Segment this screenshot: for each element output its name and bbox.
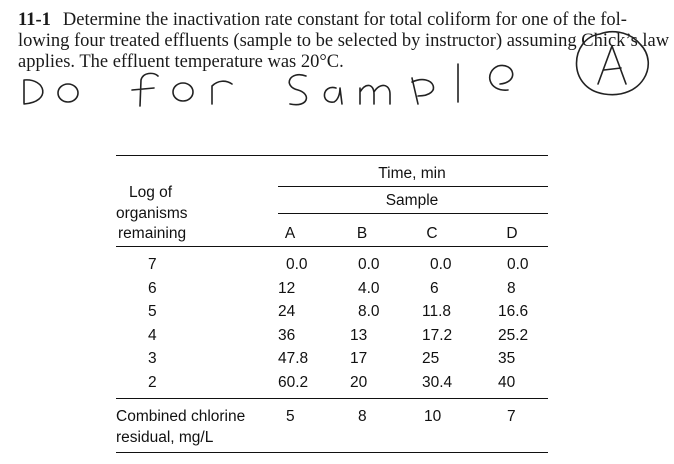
row-header-line-1: Log of	[129, 184, 173, 201]
header-time: Time, min	[378, 165, 446, 182]
cell-c: 17.2	[422, 327, 453, 344]
log-value: 3	[148, 350, 157, 367]
cell-b: 17	[350, 350, 368, 367]
row-header-line-2: organisms	[116, 205, 188, 222]
column-header-rule	[116, 246, 548, 247]
cell-a: 12	[278, 280, 296, 297]
log-value: 2	[148, 374, 157, 391]
data-bottom-rule	[116, 398, 548, 399]
problem-line-1: 11-1 Determine the inactivation rate constant for total coliform for one of the fol-	[18, 10, 627, 30]
residual-label-line-1: Combined chlorine	[116, 408, 246, 425]
cell-d: 8	[507, 280, 516, 297]
cell-a: 36	[278, 327, 296, 344]
cell-d: 16.6	[498, 303, 529, 320]
cell-c: 0.0	[430, 256, 452, 273]
cell-b: 4.0	[358, 280, 380, 297]
time-header-rule	[278, 186, 548, 187]
problem-statement	[18, 10, 670, 73]
problem-number: 11-1	[18, 10, 51, 30]
cell-a: 60.2	[278, 374, 309, 391]
header-sample: Sample	[385, 192, 439, 209]
cell-b: 0.0	[358, 256, 380, 273]
cell-b: 13	[350, 327, 368, 344]
problem-line-3: applies. The effluent temperature was 20°C.	[18, 52, 344, 72]
residual-label-line-2: residual, mg/L	[116, 429, 214, 446]
cell-a: 47.8	[278, 350, 309, 367]
cell-b: 20	[350, 374, 368, 391]
column-header-d: D	[506, 225, 518, 242]
cell-a: 24	[278, 303, 296, 320]
cell-d: 25.2	[498, 327, 529, 344]
residual-c: 10	[424, 408, 442, 425]
row-header-line-3: remaining	[118, 225, 187, 242]
cell-c: 11.8	[422, 303, 452, 320]
log-value: 7	[148, 256, 157, 273]
cell-c: 30.4	[422, 374, 453, 391]
cell-d: 0.0	[507, 256, 529, 273]
sample-header-rule	[278, 213, 548, 214]
residual-b: 8	[358, 408, 367, 425]
cell-a: 0.0	[286, 256, 308, 273]
table-bottom-rule	[116, 452, 548, 453]
log-value: 4	[148, 327, 157, 344]
log-value: 6	[148, 280, 157, 297]
cell-d: 40	[498, 374, 516, 391]
column-header-c: C	[426, 225, 438, 242]
problem-line-2: lowing four treated effluents (sample to be selected by instructor) assuming Chick’s law	[18, 31, 670, 51]
residual-a: 5	[286, 408, 295, 425]
cell-d: 35	[498, 350, 516, 367]
cell-c: 25	[422, 350, 440, 367]
table-top-rule	[116, 155, 548, 156]
cell-c: 6	[430, 280, 439, 297]
log-value: 5	[148, 303, 157, 320]
cell-b: 8.0	[358, 303, 380, 320]
column-header-b: B	[356, 225, 368, 242]
column-header-a: A	[284, 225, 296, 242]
residual-d: 7	[507, 408, 516, 425]
